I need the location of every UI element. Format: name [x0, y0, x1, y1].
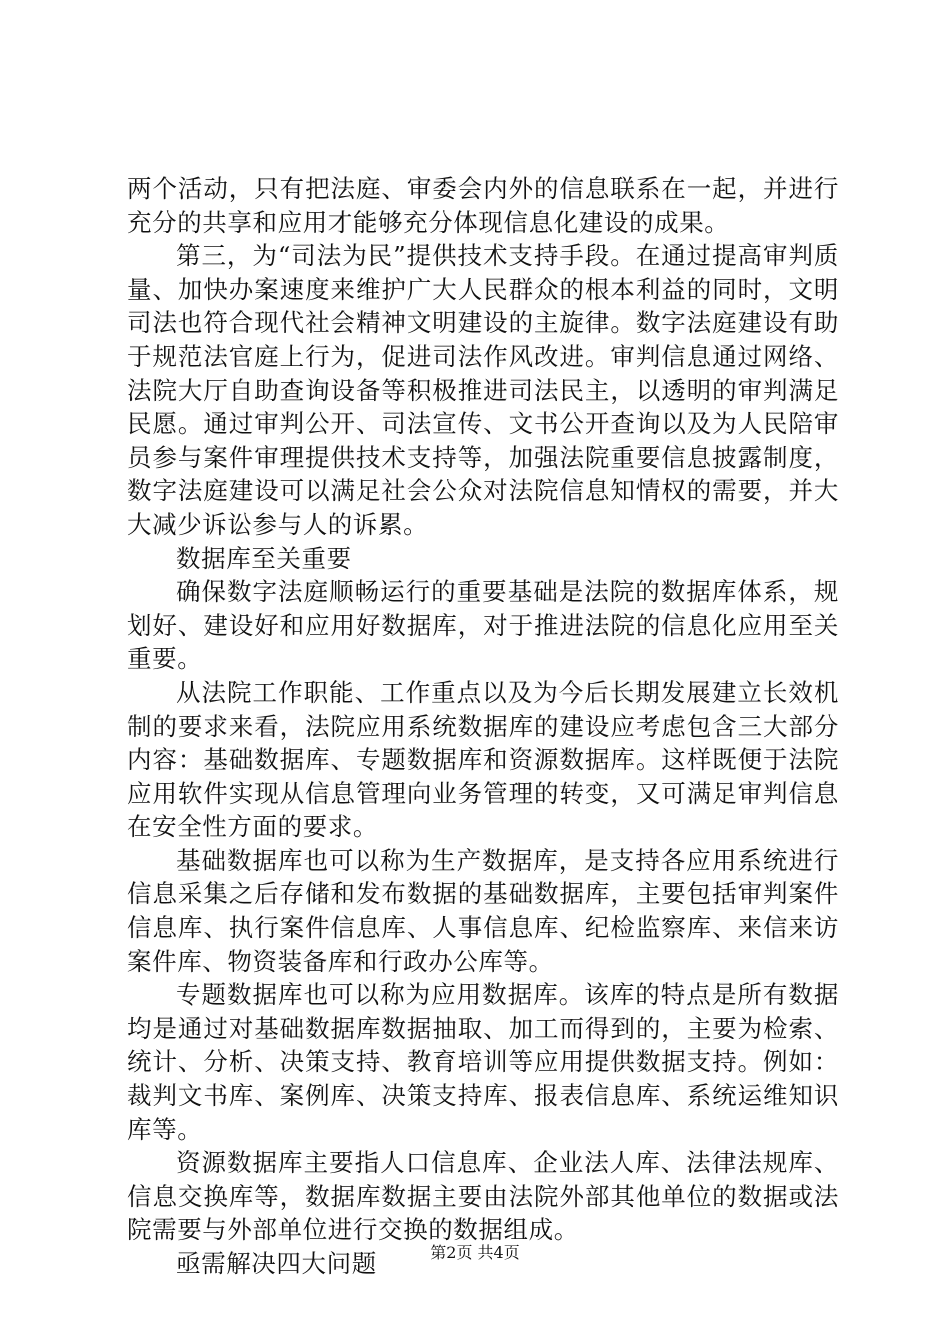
section-heading-database: 数据库至关重要 — [176, 543, 352, 573]
document-body — [127, 172, 839, 1281]
page-number-footer: 第2页 共4页 — [430, 1243, 520, 1262]
section-heading-four-problems: 亟需解决四大问题 — [176, 1249, 377, 1278]
paragraph-point-three: 第三，为“司法为民”提供技术支持手段。在通过提高审判质量、加快办案速度来维护广大人民群众的根本利益的同时，文明司法也符合现代社会精神文明建设的主旋律。数字法庭建设有助于规范法官庭上行为，促进司法作风改进。审判信息通过网络、法院大厅自助查询设备等积极推进司法民主，以透明的审判满足民愿。通过审判公开、司法宣传、文书公开查询以及为人民陪审员参与案件审理提供技术支持等，加强法院重要信息披露制度，数字法庭建设可以满足社会公众对法院信息知情权的需要，并大大减少诉讼参与人的诉累。 — [127, 241, 839, 539]
paragraph-resource-database: 资源数据库主要指人口信息库、企业法人库、法律法规库、信息交换库等，数据库数据主要由法院外部其他单位的数据或法院需要与外部单位进行交换的数据组成。 — [127, 1148, 839, 1245]
paragraph-database-foundation: 确保数字法庭顺畅运行的重要基础是法院的数据库体系，规划好、建设好和应用好数据库，对于推进法院的信息化应用至关重要。 — [127, 577, 839, 674]
paragraph-basic-database: 基础数据库也可以称为生产数据库，是支持各应用系统进行信息采集之后存储和发布数据的基础数据库，主要包括审判案件信息库、执行案件信息库、人事信息库、纪检监察库、来信来访案件库、物资装备库和行政办公库等。 — [127, 845, 839, 976]
paragraph-database-composition: 从法院工作职能、工作重点以及为今后长期发展建立长效机制的要求来看，法院应用系统数据库的建设应考虑包含三大部分内容：基础数据库、专题数据库和资源数据库。这样既便于法院应用软件实现从信息管理向业务管理的转变，又可满足审判信息在安全性方面的要求。 — [127, 677, 839, 842]
paragraph-continuation: 两个活动，只有把法庭、审委会内外的信息联系在一起，并进行充分的共享和应用才能够充分体现信息化建设的成果。 — [127, 174, 839, 237]
paragraph-topic-database: 专题数据库也可以称为应用数据库。该库的特点是所有数据均是通过对基础数据库数据抽取、加工而得到的，主要为检索、统计、分析、决策支持、教育培训等应用提供数据支持。例如：裁判文书库、案例库、决策支持库、报表信息库、系统运维知识库等。 — [127, 980, 839, 1144]
